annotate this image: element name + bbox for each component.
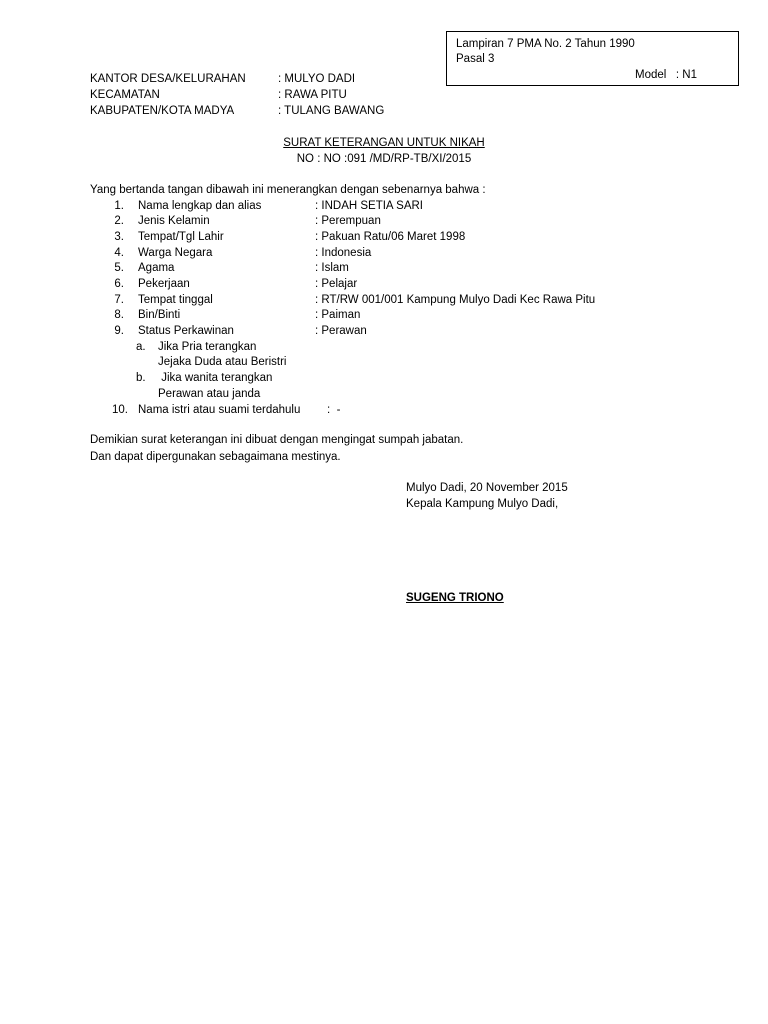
item-label: Nama istri atau suami terdahulu xyxy=(138,404,301,416)
sub-item-letter: b. xyxy=(136,372,146,384)
item-label: Tempat tinggal xyxy=(138,294,213,306)
attachment-line: Lampiran 7 PMA No. 2 Tahun 1990 xyxy=(456,38,635,50)
place-date: Mulyo Dadi, 20 November 2015 xyxy=(406,482,568,494)
item-value: : Islam xyxy=(315,262,349,274)
list-item xyxy=(0,276,768,292)
list-item xyxy=(0,213,768,229)
item-number: 8. xyxy=(114,309,124,321)
item-value: : Perawan xyxy=(315,325,367,337)
closing-line: Dan dapat dipergunakan sebagaimana mestinya. xyxy=(90,451,341,463)
item-number: 6. xyxy=(114,278,124,290)
item-value: : Paiman xyxy=(315,309,361,321)
header-label-regency: KABUPATEN/KOTA MADYA xyxy=(90,105,235,117)
header-value-district: : RAWA PITU xyxy=(278,89,347,101)
item-value: : RT/RW 001/001 Kampung Mulyo Dadi Kec Rawa Pitu xyxy=(315,294,596,306)
item-label: Pekerjaan xyxy=(138,278,190,290)
item-label: Tempat/Tgl Lahir xyxy=(138,231,224,243)
list-item xyxy=(0,198,768,214)
closing-line: Demikian surat keterangan ini dibuat dengan mengingat sumpah jabatan. xyxy=(90,434,464,446)
list-item xyxy=(0,229,768,245)
attachment-reference-box xyxy=(446,31,739,86)
item-number: 1. xyxy=(114,200,124,212)
signatory-name: SUGENG TRIONO xyxy=(406,592,504,604)
list-item xyxy=(0,402,768,418)
letter-number: NO : NO :091 /MD/RP-TB/XI/2015 xyxy=(296,153,472,165)
item-number: 7. xyxy=(114,294,124,306)
letter-title: SURAT KETERANGAN UNTUK NIKAH xyxy=(283,137,485,149)
item-number: 10. xyxy=(112,404,128,416)
item-label: Bin/Binti xyxy=(138,309,181,321)
article-line: Pasal 3 xyxy=(456,53,495,65)
header-value-office: : MULYO DADI xyxy=(278,73,356,85)
item-label: Agama xyxy=(138,262,175,274)
sub-item-line: Jejaka Duda atau Beristri xyxy=(158,356,287,368)
item-label: Status Perkawinan xyxy=(138,325,234,337)
list-item xyxy=(0,323,768,339)
header-label-district: KECAMATAN xyxy=(90,89,160,101)
item-number: 9. xyxy=(114,325,124,337)
list-item xyxy=(0,292,768,308)
sub-item-line: Jika wanita terangkan xyxy=(158,372,273,384)
item-label: Nama lengkap dan alias xyxy=(138,200,262,212)
list-item xyxy=(0,307,768,323)
item-label: Jenis Kelamin xyxy=(138,215,210,227)
sub-item-line: Perawan atau janda xyxy=(158,388,261,400)
item-label: Warga Negara xyxy=(138,247,213,259)
item-number: 4. xyxy=(114,247,124,259)
item-number: 2. xyxy=(114,215,124,227)
model-line: Model : N1 xyxy=(635,69,697,81)
header-value-regency: : TULANG BAWANG xyxy=(278,105,385,117)
item-number: 3. xyxy=(114,231,124,243)
sub-item-letter: a. xyxy=(136,341,146,353)
intro-text: Yang bertanda tangan dibawah ini menerangkan dengan sebenarnya bahwa : xyxy=(90,184,486,196)
list-item xyxy=(0,245,768,261)
item-value: : - xyxy=(327,404,341,416)
item-value: : Indonesia xyxy=(315,247,372,259)
list-item xyxy=(0,260,768,276)
item-value: : INDAH SETIA SARI xyxy=(315,200,423,212)
item-value: : Pelajar xyxy=(315,278,358,290)
item-number: 5. xyxy=(114,262,124,274)
item-value: : Perempuan xyxy=(315,215,381,227)
signatory-position: Kepala Kampung Mulyo Dadi, xyxy=(406,498,559,510)
sub-item-line: Jika Pria terangkan xyxy=(158,341,257,353)
header-label-office: KANTOR DESA/KELURAHAN xyxy=(90,73,246,85)
item-value: : Pakuan Ratu/06 Maret 1998 xyxy=(315,231,466,243)
